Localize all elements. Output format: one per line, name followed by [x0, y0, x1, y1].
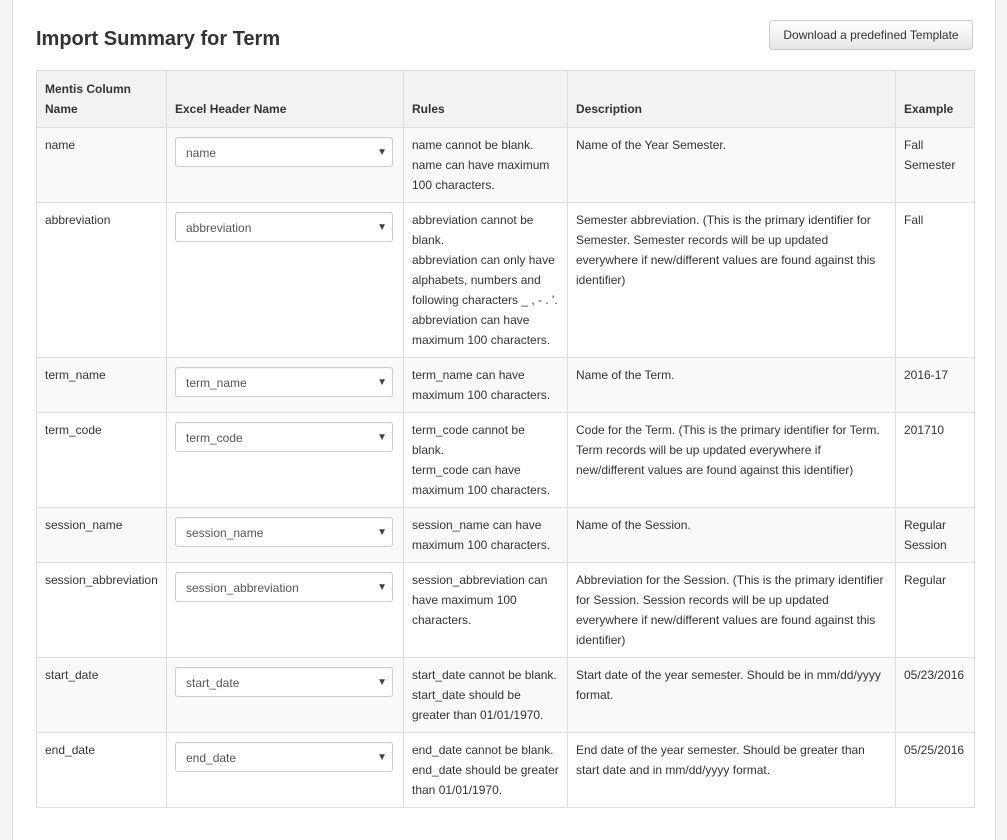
caret-down-icon: ▼ — [377, 677, 387, 688]
example-cell: 05/25/2016 — [896, 733, 975, 808]
excel-header-value: term_name — [186, 376, 247, 390]
table-row — [37, 733, 975, 808]
excel-header-value: start_date — [186, 676, 240, 690]
excel-header-cell — [167, 508, 404, 563]
excel-header-select[interactable] — [175, 422, 393, 452]
excel-header-value: session_name — [186, 526, 264, 540]
header-rules: Rules — [404, 71, 568, 128]
excel-header-cell — [167, 733, 404, 808]
table-row — [37, 203, 975, 358]
excel-header-select[interactable] — [175, 137, 393, 167]
table-row — [37, 358, 975, 413]
mentis-column-cell: start_date — [37, 658, 167, 733]
excel-header-cell — [167, 203, 404, 358]
mentis-column-cell: end_date — [37, 733, 167, 808]
excel-header-cell — [167, 413, 404, 508]
caret-down-icon: ▼ — [377, 582, 387, 593]
excel-header-select[interactable] — [175, 742, 393, 772]
caret-down-icon: ▼ — [377, 527, 387, 538]
table-row — [37, 413, 975, 508]
example-cell: 05/23/2016 — [896, 658, 975, 733]
rules-cell — [404, 413, 568, 508]
caret-down-icon: ▼ — [377, 432, 387, 443]
excel-header-select[interactable] — [175, 667, 393, 697]
rules-cell — [404, 128, 568, 203]
mentis-column-cell: session_abbreviation — [37, 563, 167, 658]
excel-header-select[interactable] — [175, 212, 393, 242]
example-cell: Fall — [896, 203, 975, 358]
table-row — [37, 563, 975, 658]
import-summary-panel — [12, 0, 996, 840]
excel-header-value: end_date — [186, 751, 237, 765]
description-cell: Code for the Term. (This is the primary identifier for Term. Term records will be up updated everywhere if new/different values are found against this identifier) — [568, 413, 896, 508]
excel-header-cell — [167, 358, 404, 413]
rule-text: start_date cannot be blank. — [412, 668, 557, 682]
caret-down-icon: ▼ — [377, 147, 387, 158]
mentis-column-cell: term_code — [37, 413, 167, 508]
mentis-column-cell: session_name — [37, 508, 167, 563]
excel-header-value: session_abbreviation — [186, 581, 299, 595]
download-template-button[interactable]: Download a predefined Template — [769, 20, 973, 50]
caret-down-icon: ▼ — [377, 377, 387, 388]
header-excel-header-name: Excel Header Name — [167, 71, 404, 128]
rule-text: end_date should be greater than 01/01/1970. — [412, 763, 559, 797]
excel-header-cell — [167, 128, 404, 203]
description-cell: Name of the Term. — [568, 358, 896, 413]
rule-text: term_name can have maximum 100 characters. — [412, 368, 551, 402]
excel-header-select[interactable] — [175, 572, 393, 602]
rule-text: abbreviation can have maximum 100 characters. — [412, 313, 551, 347]
rule-text: term_code cannot be blank. — [412, 423, 525, 457]
header-example: Example — [896, 71, 975, 128]
table-row — [37, 658, 975, 733]
rule-text: term_code can have maximum 100 characters. — [412, 463, 551, 497]
excel-header-value: name — [186, 146, 217, 160]
description-cell: Semester abbreviation. (This is the primary identifier for Semester. Semester records will be up updated everywhere if new/different values are found against this identifier) — [568, 203, 896, 358]
description-cell: Name of the Year Semester. — [568, 128, 896, 203]
rules-cell — [404, 508, 568, 563]
description-cell: Name of the Session. — [568, 508, 896, 563]
rule-text: session_abbreviation can have maximum 100 characters. — [412, 573, 548, 627]
example-cell: Fall Semester — [896, 128, 975, 203]
rule-text: abbreviation cannot be blank. — [412, 213, 534, 247]
rules-cell — [404, 658, 568, 733]
table-body — [37, 128, 975, 808]
rule-text: name cannot be blank. — [412, 138, 534, 152]
excel-header-value: abbreviation — [186, 221, 252, 235]
excel-header-select[interactable] — [175, 367, 393, 397]
caret-down-icon: ▼ — [377, 222, 387, 233]
rule-text: name can have maximum 100 characters. — [412, 158, 550, 192]
table-header-row — [37, 71, 975, 128]
mentis-column-cell: term_name — [37, 358, 167, 413]
import-summary-table — [36, 70, 975, 808]
caret-down-icon: ▼ — [377, 752, 387, 763]
excel-header-value: term_code — [186, 431, 243, 445]
mentis-column-cell: name — [37, 128, 167, 203]
mentis-column-cell: abbreviation — [37, 203, 167, 358]
example-cell: Regular Session — [896, 508, 975, 563]
header-mentis-column-name: Mentis Column Name — [37, 71, 167, 128]
excel-header-select[interactable] — [175, 517, 393, 547]
example-cell: Regular — [896, 563, 975, 658]
example-cell: 201710 — [896, 413, 975, 508]
rules-cell — [404, 733, 568, 808]
rules-cell — [404, 358, 568, 413]
page-title: Import Summary for Term — [36, 28, 281, 50]
rules-cell — [404, 563, 568, 658]
excel-header-cell — [167, 658, 404, 733]
rule-text: session_name can have maximum 100 characters. — [412, 518, 551, 552]
excel-header-cell — [167, 563, 404, 658]
rule-text: end_date cannot be blank. — [412, 743, 554, 757]
header-description: Description — [568, 71, 896, 128]
rule-text: start_date should be greater than 01/01/1970. — [412, 688, 544, 722]
rules-cell — [404, 203, 568, 358]
description-cell: End date of the year semester. Should be greater than start date and in mm/dd/yyyy format. — [568, 733, 896, 808]
example-cell: 2016-17 — [896, 358, 975, 413]
table-row — [37, 128, 975, 203]
description-cell: Abbreviation for the Session. (This is the primary identifier for Session. Session records will be up updated everywhere if new/different values are found against this identifier) — [568, 563, 896, 658]
rule-text: abbreviation can only have alphabets, numbers and following characters _ , - . '. — [412, 253, 558, 307]
table-row — [37, 508, 975, 563]
description-cell: Start date of the year semester. Should be in mm/dd/yyyy format. — [568, 658, 896, 733]
